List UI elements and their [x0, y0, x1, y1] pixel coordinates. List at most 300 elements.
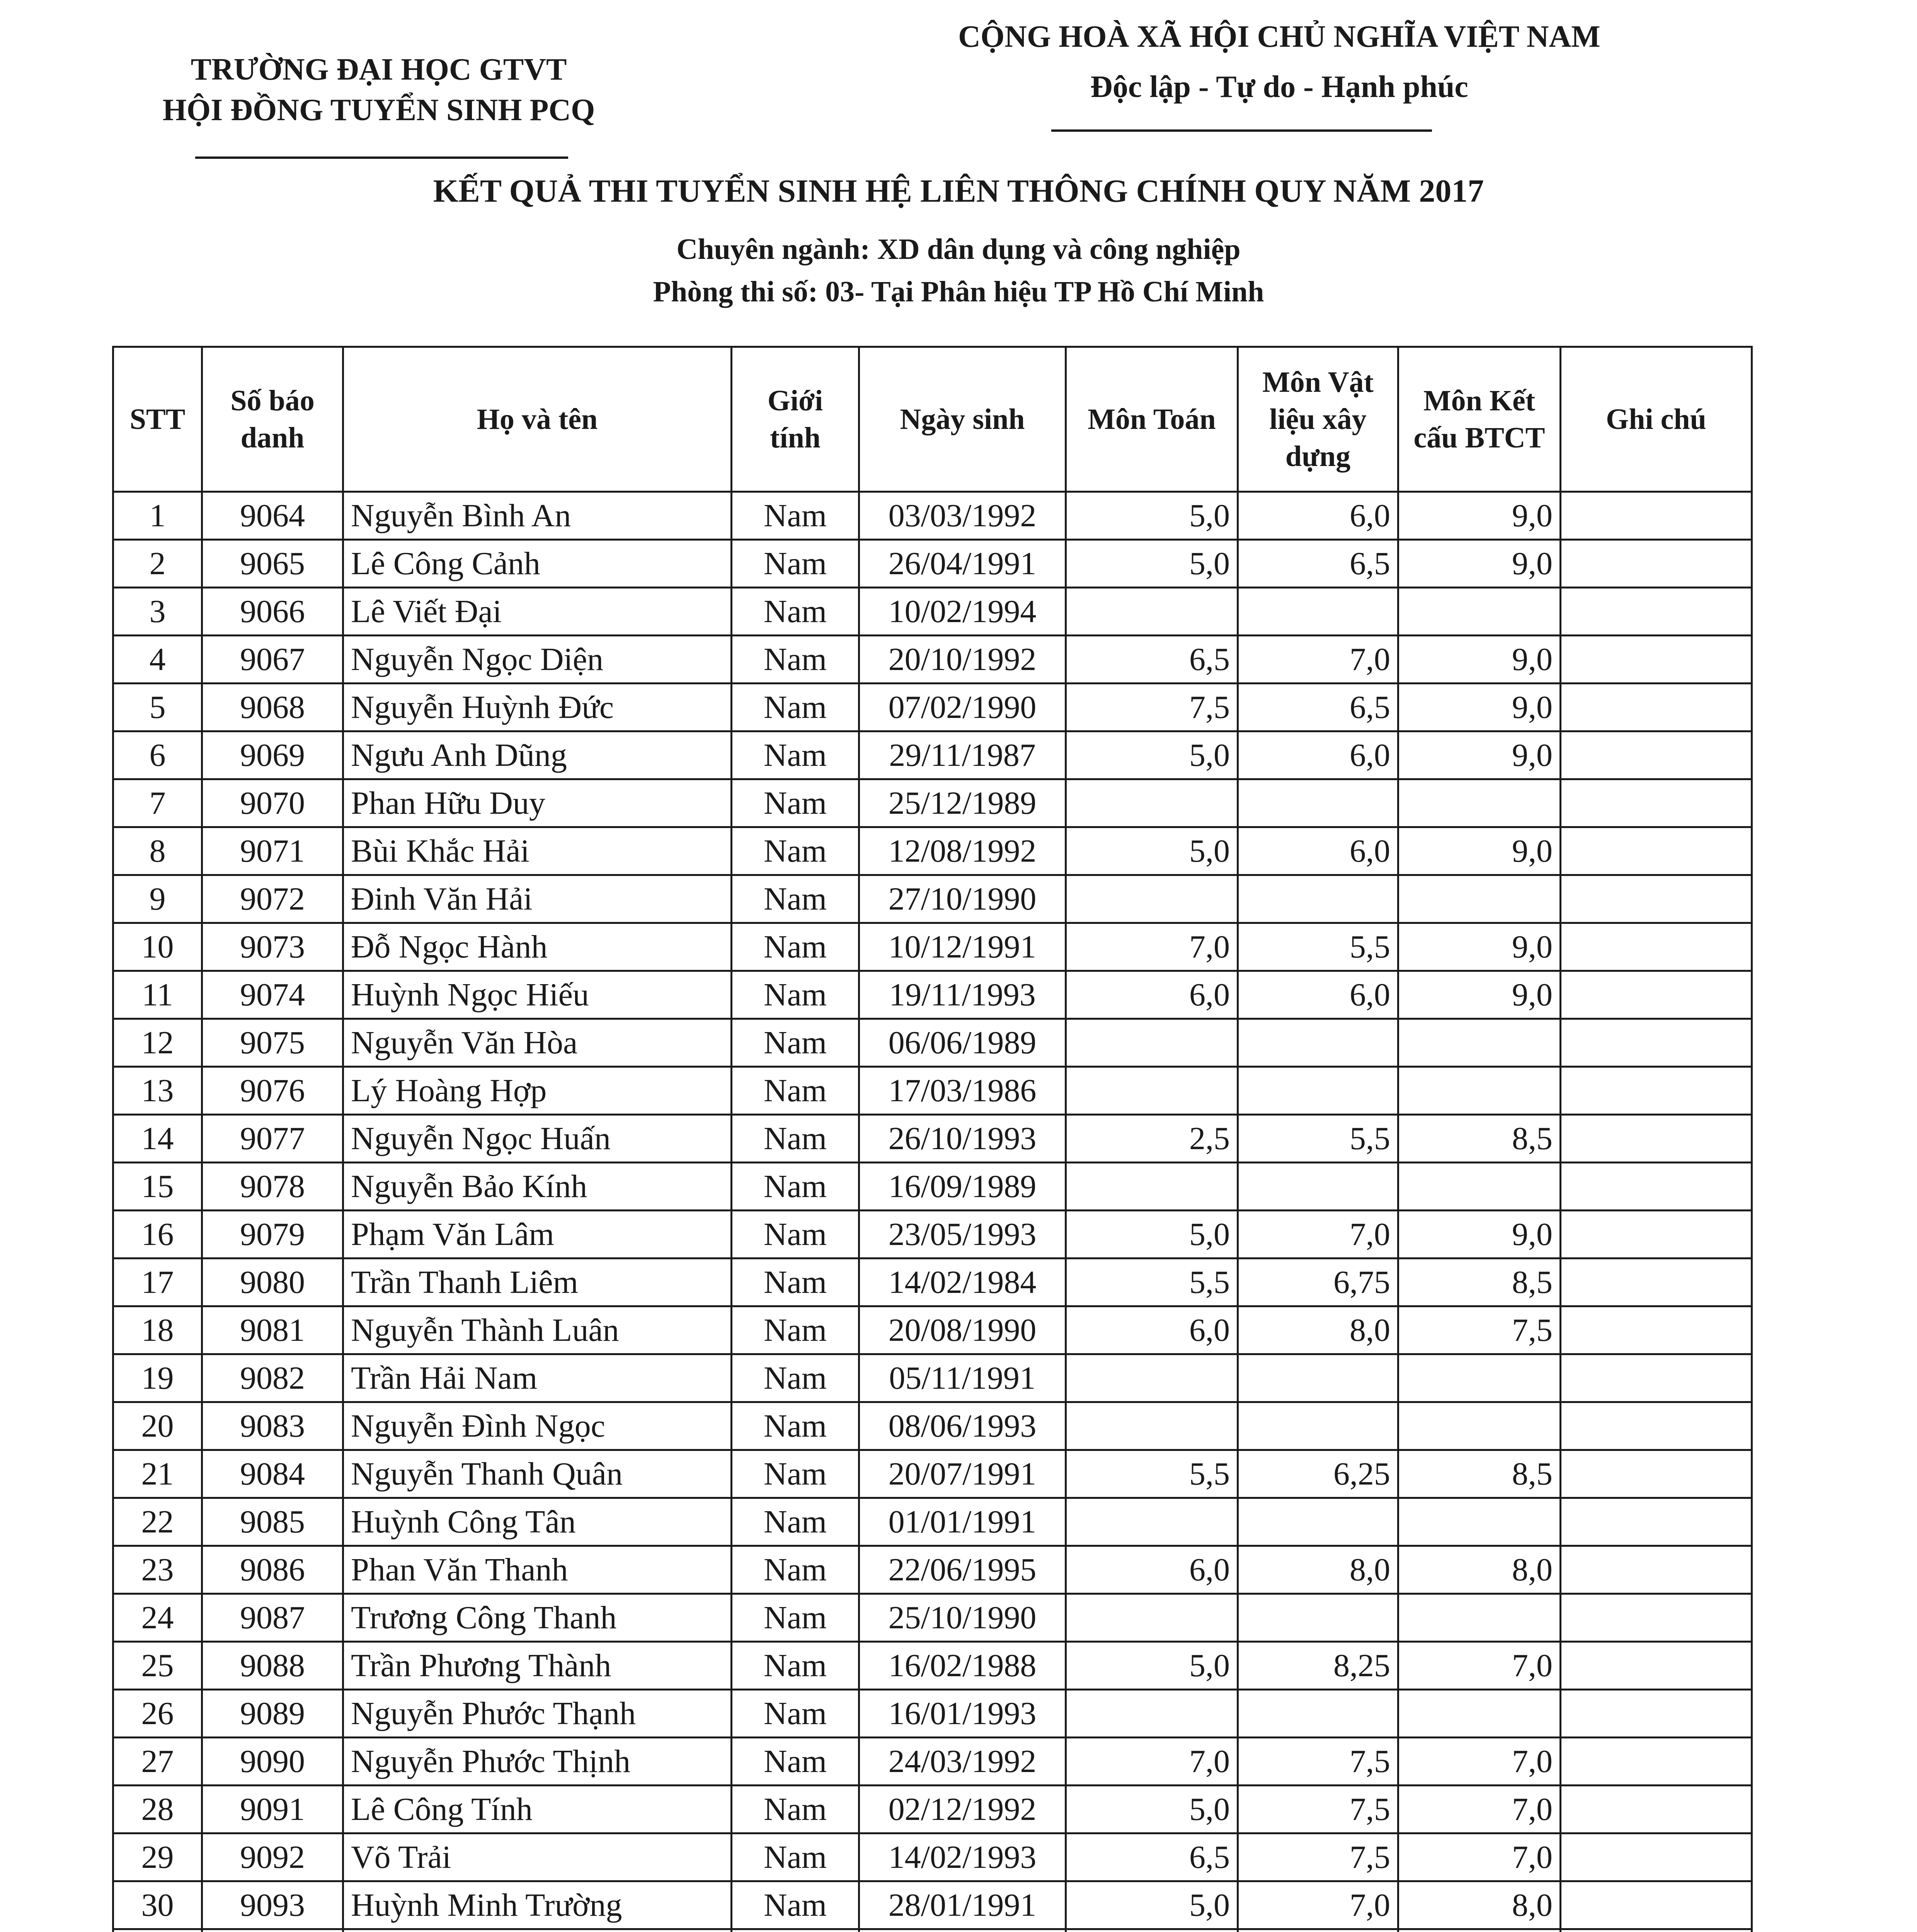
cell-score-vlxd: [1238, 875, 1398, 923]
table-row: [113, 684, 1752, 731]
cell-score-btct: [1398, 1163, 1561, 1211]
cell-dob: [859, 1929, 1066, 1932]
col-header-vlxd: Môn Vật liệu xây dựng: [1238, 347, 1398, 492]
cell-name: Nguyễn Thành Luân: [343, 1306, 732, 1354]
table-row: [113, 875, 1752, 923]
country-motto: Độc lập - Tự do - Hạnh phúc: [1090, 70, 1468, 104]
cell-name: Trương Công Thanh: [343, 1594, 732, 1642]
cell-gender: Nam: [732, 1163, 859, 1211]
cell-name: Trần Hải Nam: [343, 1354, 732, 1402]
cell-dob: 25/10/1990: [859, 1594, 1066, 1642]
cell-score-btct: 8,5: [1398, 1115, 1561, 1163]
page-title: KẾT QUẢ THI TUYỂN SINH HỆ LIÊN THÔNG CHÍNH QUY NĂM 2017: [433, 173, 1484, 209]
cell-stt: 29: [113, 1833, 202, 1881]
cell-score-btct: 9,0: [1398, 923, 1561, 971]
cell-name: Phan Hữu Duy: [343, 779, 732, 827]
cell-stt: 2: [113, 540, 202, 588]
table-row: [113, 1833, 1752, 1881]
left-header-underline: [195, 156, 568, 159]
col-header-stt: STT: [113, 347, 202, 492]
cell-score-btct: [1398, 1498, 1561, 1546]
cell-stt: 21: [113, 1450, 202, 1498]
cell-name: Lê Viết Đại: [343, 588, 732, 636]
cell-gender: Nam: [732, 1833, 859, 1881]
cell-sbd: 9091: [202, 1786, 343, 1833]
cell-score-btct: 8,0: [1398, 1546, 1561, 1594]
cell-score-btct: [1398, 875, 1561, 923]
cell-score-vlxd: [1238, 1354, 1398, 1402]
cell-score-vlxd: 6,0: [1238, 731, 1398, 779]
cell-score-vlxd: [1238, 1067, 1398, 1115]
cell-stt: 6: [113, 731, 202, 779]
cell-note: [1561, 1929, 1752, 1932]
cell-dob: 20/10/1992: [859, 636, 1066, 684]
cell-score-vlxd: [1238, 1594, 1398, 1642]
cell-score-btct: [1398, 1690, 1561, 1738]
cell-stt: 12: [113, 1019, 202, 1067]
results-table: [112, 346, 1753, 1932]
cell-score-vlxd: 7,0: [1238, 636, 1398, 684]
cell-name: Huỳnh Công Tân: [343, 1498, 732, 1546]
cell-stt: 25: [113, 1642, 202, 1690]
cell-name: [343, 1929, 732, 1932]
table-row: [113, 1690, 1752, 1738]
cell-note: [1561, 1402, 1752, 1450]
table-row: [113, 1115, 1752, 1163]
cell-score-vlxd: 7,5: [1238, 1833, 1398, 1881]
cell-note: [1561, 1833, 1752, 1881]
cell-sbd: 9083: [202, 1402, 343, 1450]
cell-sbd: 9064: [202, 492, 343, 540]
cell-score-vlxd: [1238, 1690, 1398, 1738]
cell-name: Lê Công Tính: [343, 1786, 732, 1833]
col-header-sbd: Số báo danh: [202, 347, 343, 492]
cell-score-btct: 7,0: [1398, 1833, 1561, 1881]
cell-score-btct: [1398, 1402, 1561, 1450]
table-row: [113, 540, 1752, 588]
table-row: [113, 827, 1752, 875]
cell-dob: 01/01/1991: [859, 1498, 1066, 1546]
cell-score-toan: 5,0: [1066, 827, 1238, 875]
col-header-note: Ghi chú: [1561, 347, 1752, 492]
cell-gender: Nam: [732, 1115, 859, 1163]
cell-note: [1561, 1546, 1752, 1594]
cell-note: [1561, 540, 1752, 588]
table-row: [113, 731, 1752, 779]
cell-dob: 25/12/1989: [859, 779, 1066, 827]
cell-score-toan: 6,5: [1066, 636, 1238, 684]
table-row: [113, 1738, 1752, 1786]
cell-score-toan: 2,5: [1066, 1115, 1238, 1163]
cell-score-toan: 5,0: [1066, 1642, 1238, 1690]
col-header-dob: Ngày sinh: [859, 347, 1066, 492]
cell-score-btct: [1398, 1594, 1561, 1642]
table-row: [113, 1211, 1752, 1259]
cell-gender: [732, 1929, 859, 1932]
cell-gender: Nam: [732, 1211, 859, 1259]
cell-name: Phan Văn Thanh: [343, 1546, 732, 1594]
table-row: [113, 1450, 1752, 1498]
cell-name: Nguyễn Văn Hòa: [343, 1019, 732, 1067]
cell-dob: 26/10/1993: [859, 1115, 1066, 1163]
cell-score-toan: 5,0: [1066, 1786, 1238, 1833]
cell-score-vlxd: [1238, 1019, 1398, 1067]
cell-note: [1561, 492, 1752, 540]
cell-score-toan: [1066, 1929, 1238, 1932]
table-row: [113, 588, 1752, 636]
cell-sbd: 9086: [202, 1546, 343, 1594]
cell-sbd: 9075: [202, 1019, 343, 1067]
cell-gender: Nam: [732, 540, 859, 588]
cell-sbd: 9089: [202, 1690, 343, 1738]
cell-note: [1561, 1163, 1752, 1211]
cell-score-toan: 5,0: [1066, 1881, 1238, 1929]
cell-score-toan: 5,0: [1066, 492, 1238, 540]
cell-stt: 22: [113, 1498, 202, 1546]
col-header-toan: Môn Toán: [1066, 347, 1238, 492]
cell-score-toan: 5,0: [1066, 540, 1238, 588]
cell-score-toan: [1066, 1690, 1238, 1738]
cell-score-vlxd: 5,5: [1238, 1115, 1398, 1163]
cell-score-toan: 5,0: [1066, 731, 1238, 779]
cell-stt: 3: [113, 588, 202, 636]
table-row: [113, 1929, 1752, 1932]
table-row: [113, 1594, 1752, 1642]
cell-gender: Nam: [732, 1306, 859, 1354]
cell-note: [1561, 1067, 1752, 1115]
cell-stt: 10: [113, 923, 202, 971]
cell-sbd: 9080: [202, 1259, 343, 1306]
cell-sbd: 9065: [202, 540, 343, 588]
cell-score-btct: 9,0: [1398, 492, 1561, 540]
cell-score-vlxd: 7,0: [1238, 1881, 1398, 1929]
cell-name: Nguyễn Thanh Quân: [343, 1450, 732, 1498]
cell-score-toan: [1066, 779, 1238, 827]
cell-sbd: 9074: [202, 971, 343, 1019]
cell-name: Nguyễn Phước Thạnh: [343, 1690, 732, 1738]
cell-gender: Nam: [732, 1019, 859, 1067]
cell-stt: 28: [113, 1786, 202, 1833]
cell-stt: 24: [113, 1594, 202, 1642]
cell-name: Huỳnh Minh Trường: [343, 1881, 732, 1929]
cell-note: [1561, 1690, 1752, 1738]
cell-sbd: 9087: [202, 1594, 343, 1642]
cell-score-vlxd: 7,0: [1238, 1211, 1398, 1259]
cell-score-vlxd: [1238, 779, 1398, 827]
cell-note: [1561, 923, 1752, 971]
cell-dob: 28/01/1991: [859, 1881, 1066, 1929]
cell-score-vlxd: 6,25: [1238, 1450, 1398, 1498]
cell-stt: 17: [113, 1259, 202, 1306]
table-row: [113, 1546, 1752, 1594]
cell-gender: Nam: [732, 1642, 859, 1690]
cell-stt: 26: [113, 1690, 202, 1738]
cell-score-vlxd: [1238, 1163, 1398, 1211]
cell-sbd: 9066: [202, 588, 343, 636]
cell-stt: 13: [113, 1067, 202, 1115]
cell-dob: 20/08/1990: [859, 1306, 1066, 1354]
cell-note: [1561, 971, 1752, 1019]
cell-note: [1561, 1259, 1752, 1306]
cell-stt: 23: [113, 1546, 202, 1594]
table-row: [113, 1306, 1752, 1354]
cell-stt: 9: [113, 875, 202, 923]
cell-name: Nguyễn Đình Ngọc: [343, 1402, 732, 1450]
cell-note: [1561, 1211, 1752, 1259]
table-row: [113, 1067, 1752, 1115]
cell-sbd: 9081: [202, 1306, 343, 1354]
cell-score-vlxd: 7,5: [1238, 1786, 1398, 1833]
cell-score-vlxd: 6,0: [1238, 971, 1398, 1019]
cell-gender: Nam: [732, 636, 859, 684]
cell-note: [1561, 1115, 1752, 1163]
cell-note: [1561, 1450, 1752, 1498]
cell-name: Trần Thanh Liêm: [343, 1259, 732, 1306]
cell-name: Võ Trải: [343, 1833, 732, 1881]
cell-gender: Nam: [732, 731, 859, 779]
col-header-btct: Môn Kết cấu BTCT: [1398, 347, 1561, 492]
cell-dob: 06/06/1989: [859, 1019, 1066, 1067]
cell-stt: 5: [113, 684, 202, 731]
cell-stt: 14: [113, 1115, 202, 1163]
cell-score-btct: 7,0: [1398, 1738, 1561, 1786]
table-row: [113, 492, 1752, 540]
cell-gender: Nam: [732, 1594, 859, 1642]
cell-score-vlxd: 8,0: [1238, 1546, 1398, 1594]
cell-score-toan: [1066, 1067, 1238, 1115]
cell-dob: 12/08/1992: [859, 827, 1066, 875]
cell-score-toan: 7,0: [1066, 1738, 1238, 1786]
table-row: [113, 779, 1752, 827]
cell-note: [1561, 1354, 1752, 1402]
cell-score-toan: 7,0: [1066, 923, 1238, 971]
cell-gender: Nam: [732, 827, 859, 875]
cell-score-btct: [1398, 1019, 1561, 1067]
cell-score-vlxd: 8,0: [1238, 1306, 1398, 1354]
table-row: [113, 923, 1752, 971]
cell-score-btct: [1398, 1929, 1561, 1932]
cell-score-vlxd: 7,5: [1238, 1738, 1398, 1786]
cell-name: Ngưu Anh Dũng: [343, 731, 732, 779]
cell-score-toan: 6,0: [1066, 971, 1238, 1019]
cell-dob: 26/04/1991: [859, 540, 1066, 588]
cell-dob: 14/02/1993: [859, 1833, 1066, 1881]
right-header-underline: [1051, 129, 1432, 132]
cell-sbd: 9078: [202, 1163, 343, 1211]
cell-note: [1561, 636, 1752, 684]
table-row: [113, 1259, 1752, 1306]
cell-score-toan: [1066, 1163, 1238, 1211]
cell-note: [1561, 1019, 1752, 1067]
cell-stt: 7: [113, 779, 202, 827]
cell-sbd: 9093: [202, 1881, 343, 1929]
cell-score-toan: 7,5: [1066, 684, 1238, 731]
cell-score-btct: 7,0: [1398, 1642, 1561, 1690]
cell-name: Phạm Văn Lâm: [343, 1211, 732, 1259]
table-row: [113, 1163, 1752, 1211]
cell-sbd: 9070: [202, 779, 343, 827]
cell-dob: 19/11/1993: [859, 971, 1066, 1019]
cell-sbd: 9069: [202, 731, 343, 779]
cell-stt: 11: [113, 971, 202, 1019]
cell-sbd: 9079: [202, 1211, 343, 1259]
cell-score-vlxd: 8,25: [1238, 1642, 1398, 1690]
cell-score-vlxd: [1238, 1498, 1398, 1546]
cell-score-btct: 7,0: [1398, 1786, 1561, 1833]
cell-score-vlxd: [1238, 1402, 1398, 1450]
cell-gender: Nam: [732, 1402, 859, 1450]
cell-name: Nguyễn Bảo Kính: [343, 1163, 732, 1211]
cell-gender: Nam: [732, 923, 859, 971]
cell-gender: Nam: [732, 1546, 859, 1594]
cell-sbd: 9088: [202, 1642, 343, 1690]
cell-gender: Nam: [732, 684, 859, 731]
cell-score-toan: [1066, 1402, 1238, 1450]
cell-note: [1561, 1786, 1752, 1833]
cell-note: [1561, 588, 1752, 636]
cell-note: [1561, 1738, 1752, 1786]
cell-dob: 16/09/1989: [859, 1163, 1066, 1211]
cell-score-toan: 6,0: [1066, 1306, 1238, 1354]
cell-dob: 08/06/1993: [859, 1402, 1066, 1450]
cell-name: Nguyễn Phước Thịnh: [343, 1738, 732, 1786]
cell-note: [1561, 1306, 1752, 1354]
cell-gender: Nam: [732, 1259, 859, 1306]
cell-score-vlxd: 6,5: [1238, 540, 1398, 588]
table-row: [113, 971, 1752, 1019]
cell-dob: 10/12/1991: [859, 923, 1066, 971]
cell-dob: 05/11/1991: [859, 1354, 1066, 1402]
cell-score-btct: 8,5: [1398, 1259, 1561, 1306]
table-row: [113, 636, 1752, 684]
cell-score-toan: [1066, 1019, 1238, 1067]
cell-score-toan: [1066, 588, 1238, 636]
cell-name: Nguyễn Bình An: [343, 492, 732, 540]
cell-dob: 16/02/1988: [859, 1642, 1066, 1690]
cell-name: Nguyễn Ngọc Diện: [343, 636, 732, 684]
cell-note: [1561, 1594, 1752, 1642]
cell-gender: Nam: [732, 1498, 859, 1546]
cell-sbd: 9092: [202, 1833, 343, 1881]
cell-score-toan: 5,5: [1066, 1450, 1238, 1498]
cell-score-vlxd: 6,0: [1238, 492, 1398, 540]
cell-stt: 15: [113, 1163, 202, 1211]
cell-score-toan: 6,0: [1066, 1546, 1238, 1594]
cell-sbd: 9084: [202, 1450, 343, 1498]
cell-gender: Nam: [732, 875, 859, 923]
cell-sbd: 9071: [202, 827, 343, 875]
cell-stt: 27: [113, 1738, 202, 1786]
cell-score-vlxd: [1238, 588, 1398, 636]
cell-stt: 4: [113, 636, 202, 684]
cell-sbd: 9072: [202, 875, 343, 923]
cell-gender: Nam: [732, 1354, 859, 1402]
school-name: TRƯỜNG ĐẠI HỌC GTVT: [191, 53, 567, 87]
cell-dob: 16/01/1993: [859, 1690, 1066, 1738]
cell-score-vlxd: 6,5: [1238, 684, 1398, 731]
cell-name: Lý Hoàng Hợp: [343, 1067, 732, 1115]
cell-dob: 22/06/1995: [859, 1546, 1066, 1594]
cell-score-toan: [1066, 875, 1238, 923]
cell-stt: 30: [113, 1881, 202, 1929]
cell-name: Bùi Khắc Hải: [343, 827, 732, 875]
cell-score-vlxd: 5,5: [1238, 923, 1398, 971]
cell-stt: 16: [113, 1211, 202, 1259]
cell-score-btct: 8,5: [1398, 1450, 1561, 1498]
table-row: [113, 1402, 1752, 1450]
major-subtitle: Chuyên ngành: XD dân dụng và công nghiệp: [676, 233, 1241, 265]
table-row: [113, 1642, 1752, 1690]
cell-note: [1561, 779, 1752, 827]
cell-name: Huỳnh Ngọc Hiếu: [343, 971, 732, 1019]
results-body: [113, 492, 1752, 1932]
cell-score-btct: 7,5: [1398, 1306, 1561, 1354]
country-name: CỘNG HOÀ XÃ HỘI CHỦ NGHĨA VIỆT NAM: [958, 20, 1600, 54]
cell-score-vlxd: 6,0: [1238, 827, 1398, 875]
cell-score-btct: 9,0: [1398, 684, 1561, 731]
cell-note: [1561, 1642, 1752, 1690]
cell-stt: [113, 1929, 202, 1932]
cell-sbd: 9068: [202, 684, 343, 731]
cell-dob: 14/02/1984: [859, 1259, 1066, 1306]
room-subtitle: Phòng thi số: 03- Tại Phân hiệu TP Hồ Chí Minh: [653, 276, 1264, 308]
cell-name: Nguyễn Huỳnh Đức: [343, 684, 732, 731]
cell-note: [1561, 1881, 1752, 1929]
cell-dob: 03/03/1992: [859, 492, 1066, 540]
cell-stt: 19: [113, 1354, 202, 1402]
cell-score-toan: 6,5: [1066, 1833, 1238, 1881]
cell-dob: 02/12/1992: [859, 1786, 1066, 1833]
cell-sbd: 9082: [202, 1354, 343, 1402]
cell-dob: 27/10/1990: [859, 875, 1066, 923]
cell-score-toan: [1066, 1498, 1238, 1546]
cell-dob: 07/02/1990: [859, 684, 1066, 731]
cell-name: Lê Công Cảnh: [343, 540, 732, 588]
cell-score-toan: [1066, 1354, 1238, 1402]
table-header-row: [113, 347, 1752, 492]
cell-score-btct: [1398, 1354, 1561, 1402]
cell-dob: 10/02/1994: [859, 588, 1066, 636]
cell-gender: Nam: [732, 1881, 859, 1929]
cell-stt: 1: [113, 492, 202, 540]
cell-gender: Nam: [732, 779, 859, 827]
cell-score-btct: 9,0: [1398, 1211, 1561, 1259]
cell-score-btct: 9,0: [1398, 971, 1561, 1019]
cell-score-btct: [1398, 1067, 1561, 1115]
cell-score-btct: 9,0: [1398, 827, 1561, 875]
cell-dob: 17/03/1986: [859, 1067, 1066, 1115]
table-row: [113, 1498, 1752, 1546]
table-row: [113, 1881, 1752, 1929]
cell-stt: 18: [113, 1306, 202, 1354]
cell-gender: Nam: [732, 588, 859, 636]
table-row: [113, 1019, 1752, 1067]
cell-note: [1561, 731, 1752, 779]
council-name: HỘI ĐỒNG TUYỂN SINH PCQ: [162, 93, 595, 127]
col-header-gender: Giới tính: [732, 347, 859, 492]
table-row: [113, 1786, 1752, 1833]
cell-score-toan: [1066, 1594, 1238, 1642]
cell-sbd: 9090: [202, 1738, 343, 1786]
cell-dob: 20/07/1991: [859, 1450, 1066, 1498]
cell-sbd: 9073: [202, 923, 343, 971]
cell-score-toan: 5,0: [1066, 1211, 1238, 1259]
col-header-name: Họ và tên: [343, 347, 732, 492]
cell-score-btct: 9,0: [1398, 731, 1561, 779]
cell-sbd: 9076: [202, 1067, 343, 1115]
cell-score-btct: 9,0: [1398, 636, 1561, 684]
cell-gender: Nam: [732, 492, 859, 540]
